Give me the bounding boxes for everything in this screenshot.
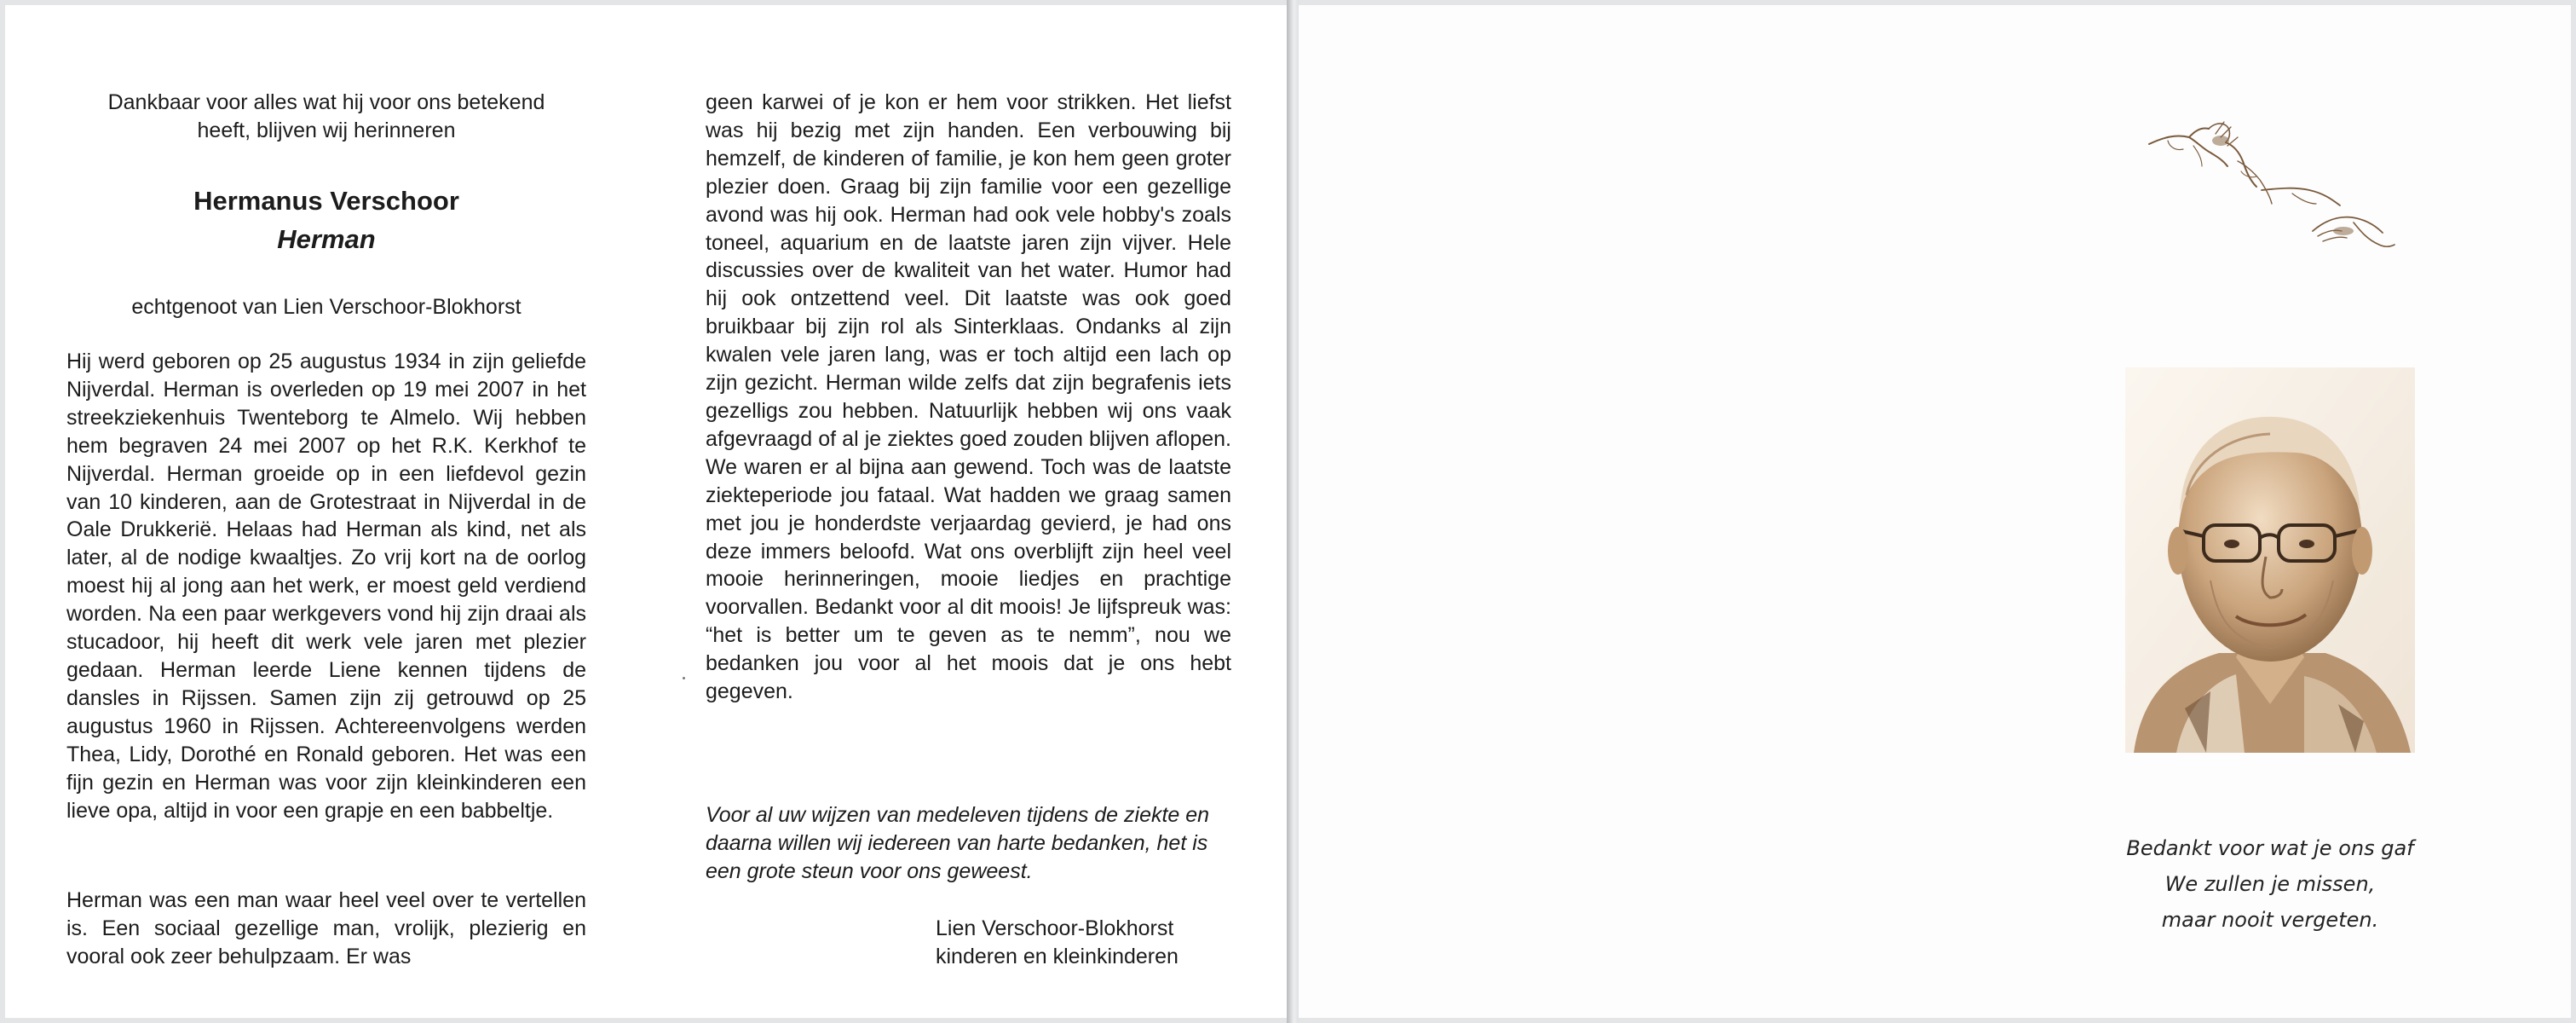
verse-line-2: We zullen je missen, xyxy=(2164,872,2376,896)
memorial-verse xyxy=(2100,830,2441,938)
thanks-text: Voor al uw wijzen van medeleven tijdens de ziekte en daarna willen wij iedereen van harte bedanken, het is een grote steun voor ons geweest. xyxy=(706,803,1210,883)
biography-paragraph-3: geen karwei of je kon er hem voor strikken. Het liefst was hij bezig met zijn handen. Een verbouwing bij hemzelf, de kinderen of familie, je kon hem geen groter plezier doen. Graag bij zijn familie voor een gezellige avond was hij ook. Herman had ook vele hobby's zoals toneel, aquarium en de laatste jaren zijn vijver. Hele discussies over de kwaliteit van het water. Humor had hij ook ontzettend veel. Dit laatste was ook goed bruikbaar bij zijn rol als Sinterklaas. Ondanks al zijn kwalen vele jaren lang, was er toch altijd een lach op zijn gezicht. Herman wilde zelfs dat zijn begrafenis iets gezelligs zou hebben. Natuurlijk hebben wij ons vaak afgevraagd of al je ziektes goed zouden blijven aflopen. We waren er al bijna aan gewend. Toch was de laatste ziekteperiode jou fataal. Wat hadden we graag samen met jou je honderdste verjaardag gevierd, je had ons deze immers beloofd. Wat ons overblijft zijn heel veel mooie herinneringen, mooie liedjes en prachtige voorvallen. Bedankt voor al dit moois! Je lijfspreuk was: “het is better um te geven as te nemm”, nou we bedanken jou voor al het moois dat je ons hebt gegeven. xyxy=(706,90,1231,704)
verse-line-3: maar nooit vergeten. xyxy=(2161,908,2379,932)
right-page xyxy=(1299,5,2571,1018)
paper-speck xyxy=(683,677,685,679)
intro-line-1: Dankbaar voor alles wat hij voor ons betekend xyxy=(107,90,545,114)
hands-sketch-icon xyxy=(2142,112,2398,261)
signoff-line-1: Lien Verschoor-Blokhorst xyxy=(936,916,1174,940)
deceased-call-name: Herman xyxy=(277,224,376,254)
biography-paragraph-1: Hij werd geboren op 25 augustus 1934 in zijn geliefde Nijverdal. Herman is overleden op 19 mei 2007 in het streekziekenhuis Twenteborg te Almelo. Wij hebben hem begraven 24 mei 2007 op het R.K. Kerkhof te Nijverdal. Herman groeide op in een liefdevol gezin van 10 kinderen, aan de Grotestraat in Nijverdal in de Oale Drukkerië. Helaas had Herman als kind, net als later, al de nodige kwaaltjes. Zo vrij kort na de oorlog moest hij al jong aan het werk, er moest geld verdiend worden. Na een paar werkgevers vond hij zijn draai als stucadoor, hij heeft dit werk vele jaren met plezier gedaan. Herman leerde Liene kennen tijdens de dansles in Rijssen. Samen zijn zij getrouwd op 25 augustus 1960 in Rijssen. Achtereenvolgens werden Thea, Lidy, Dorothé en Ronald geboren. Het was een fijn gezin en Herman was voor zijn kleinkinderen een lieve opa, altijd in voor een grapje en een babbeltje. xyxy=(66,350,586,823)
intro-text xyxy=(66,89,586,145)
intro-line-2: heeft, blijven wij herinneren xyxy=(197,118,456,142)
signoff-line-2: kinderen en kleinkinderen xyxy=(936,945,1179,968)
verse-line-1: Bedankt voor wat je ons gaf xyxy=(2126,836,2414,860)
spouse-line: echtgenoot van Lien Verschoor-Blokhorst xyxy=(131,295,522,319)
card-fold xyxy=(1287,0,1299,1023)
biography-paragraph-2: Herman was een man waar heel veel over te vertellen is. Een sociaal gezellige man, vrolijk, plezierig en vooral ook zeer behulpzaam. Er was xyxy=(66,888,586,968)
left-page xyxy=(5,5,1288,1018)
deceased-full-name: Hermanus Verschoor xyxy=(193,186,459,216)
portrait-photo xyxy=(2125,367,2415,753)
signoff xyxy=(936,915,1179,971)
